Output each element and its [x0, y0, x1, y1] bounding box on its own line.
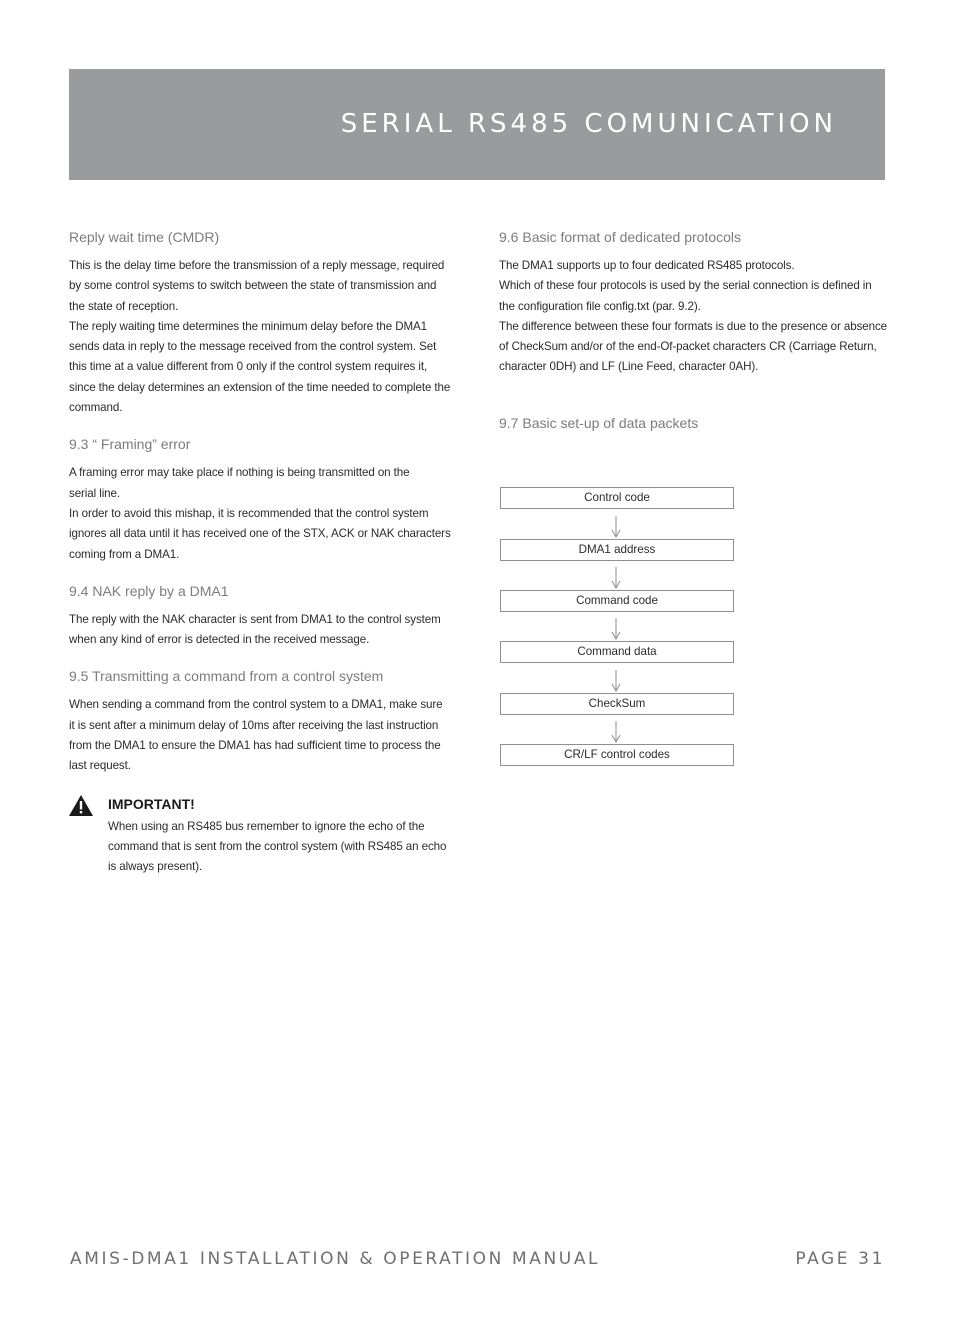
warning-triangle-icon	[69, 795, 93, 816]
section-heading: Reply wait time (CMDR)	[69, 229, 220, 245]
left-column	[69, 228, 454, 878]
arrow-down-icon	[611, 618, 621, 640]
section-framing-error	[69, 435, 454, 564]
section-dedicated-protocols	[499, 228, 889, 378]
section-heading: 9.4 NAK reply by a DMA1	[69, 582, 229, 599]
flow-box-dma1-address: DMA1 address	[500, 539, 734, 561]
footer-manual-title: AMIS-DMA1 INSTALLATION & OPERATION MANUAL	[70, 1249, 601, 1269]
important-label: IMPORTANT!	[108, 795, 195, 812]
flow-box-control-code: Control code	[500, 487, 734, 509]
arrow-down-icon	[611, 516, 621, 538]
page-title: SERIAL RS485 COMUNICATION	[340, 109, 837, 139]
section-heading: 9.7 Basic set-up of data packets	[499, 414, 699, 431]
packet-flow-diagram	[500, 487, 734, 769]
section-heading: 9.5 Transmitting a command from a control system	[69, 668, 384, 685]
flow-box-command-code: Command code	[500, 590, 734, 612]
section-reply-wait	[69, 228, 454, 418]
section-heading: 9.6 Basic format of dedicated protocols	[499, 229, 742, 245]
section-body: When sending a command from the control system to a DMA1, make sure it is sent after a minimum delay of 10ms after receiving the last instruction from the DMA1 to ensure the DMA1 has had sufficient time to process the last request.	[69, 698, 443, 773]
flow-box-checksum: CheckSum	[500, 693, 734, 715]
section-heading: 9.3 “ Framing” error	[69, 436, 191, 453]
right-column	[499, 228, 889, 442]
section-body: A framing error may take place if nothing is being transmitted on the serial line. In order to avoid this mishap, it is recommended that the control system ignores all data until it has received one of the STX, ACK or NAK characters coming from a DMA1.	[69, 466, 451, 561]
flow-box-crlf-control-codes: CR/LF control codes	[500, 744, 734, 766]
important-note	[69, 795, 454, 878]
section-nak-reply	[69, 582, 454, 651]
section-body: The reply with the NAK character is sent from DMA1 to the control system when any kind of error is detected in the received message.	[69, 612, 441, 647]
section-transmitting	[69, 667, 454, 776]
arrow-down-icon	[611, 721, 621, 743]
header-band	[69, 69, 885, 180]
footer-page-number: PAGE 31	[795, 1249, 885, 1269]
flow-box-command-data: Command data	[500, 641, 734, 663]
section-body: This is the delay time before the transmission of a reply message, required by some control systems to switch between the state of transmission and the state of reception. The reply waiting time determines the minimum delay before the DMA1 sends data in reply to the message received from the control system. Set this time at a value different from 0 only if the control system requires it, since the delay determines an extension of the time needed to complete the command.	[69, 259, 451, 415]
arrow-down-icon	[611, 567, 621, 589]
important-body: When using an RS485 bus remember to ignore the echo of the command that is sent from the control system (with RS485 an echo is always present).	[108, 819, 447, 874]
arrow-down-icon	[611, 670, 621, 692]
section-data-packets	[499, 414, 889, 432]
section-body: The DMA1 supports up to four dedicated RS485 protocols. Which of these four protocols is used by the serial connection is defined in the configuration file config.txt (par. 9.2). The difference between these four formats is due to the presence or absence of CheckSum and/or of the end-Of-packet characters CR (Carriage Return, character 0DH) and LF (Line Feed, character 0AH).	[499, 259, 888, 374]
